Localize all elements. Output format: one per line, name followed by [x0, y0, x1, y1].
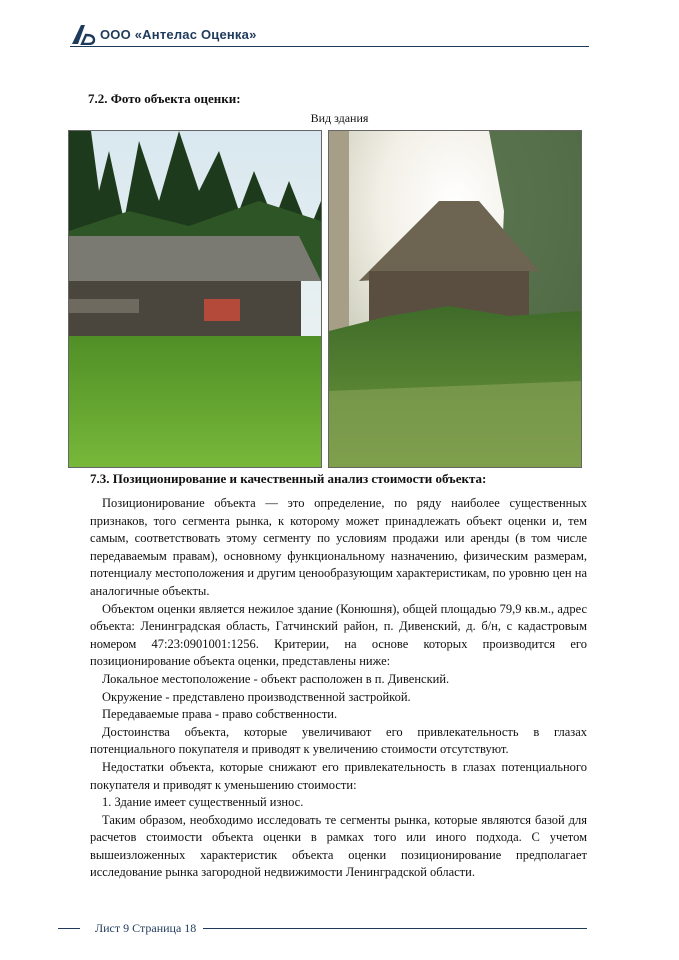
- building-photo-front: [68, 130, 322, 468]
- section-7-2-title: 7.2. Фото объекта оценки:: [88, 91, 241, 106]
- disadvantage-item-1: 1. Здание имеет существенный износ.: [102, 795, 304, 810]
- page-header: [70, 22, 257, 46]
- section-7-3-title: 7.3. Позиционирование и качественный анализ стоимости объекта:: [90, 471, 487, 486]
- analysis-text: [90, 495, 587, 882]
- header-divider: [70, 46, 589, 47]
- company-logo-icon: [70, 23, 96, 45]
- paragraph-positioning-definition: Позиционирование объекта — это определение, по ряду наиболее существенных признаков, того сегмента рынка, к которому может принадлежать объект оценки и, тем самым, соответствовать этому сегменту по условиям продажи или аренды (в том числе передаваемым правам), основному функциональному назначению, физическим размерам, потенциалу местоположения и другим ценообразующим характеристикам, по уровню цен на аналогичные объекты.: [90, 496, 587, 598]
- footer-divider-left: [58, 928, 80, 929]
- building-photo-side: [328, 130, 582, 468]
- page-number: Лист 9 Страница 18: [95, 921, 197, 935]
- company-name: ООО «Антелас Оценка»: [100, 26, 257, 42]
- paragraph-disadvantages: Недостатки объекта, которые снижают его привлекательность в глазах потенциального покупателя и приводят к уменьшению стоимости:: [90, 759, 587, 792]
- footer-divider-right: [203, 928, 587, 929]
- criterion-rights: Передаваемые права - право собственности.: [102, 707, 338, 722]
- photo-caption: Вид здания: [310, 111, 369, 125]
- paragraph-advantages: Достоинства объекта, которые увеличивают его привлекательность в глазах потенциального покупателя и приводят к увеличению стоимости отсутствуют.: [90, 724, 587, 757]
- criterion-surroundings: Окружение - представлено производственной застройкой.: [102, 689, 411, 704]
- criterion-location: Локальное местоположение - объект расположен в п. Дивенский.: [102, 671, 450, 686]
- paragraph-object-description: Объектом оценки является нежилое здание (Конюшня), общей площадью 79,9 кв.м., адрес объекта: Ленинградская область, Гатчинский район, п. Дивенский, д. б/н, с кадастровым номером 47:23:0901001:1256. Критерии, на основе которых производится его позиционирование объекта оценки, представлены ниже:: [90, 601, 587, 669]
- paragraph-conclusion: Таким образом, необходимо исследовать те сегменты рынка, которые являются базой для расчетов стоимости объекта оценки в рамках того или иного подхода. С учетом вышеизложенных характеристик объекта оценки позиционирование предполагает исследование рынка загородной недвижимости Ленинградской области.: [90, 812, 587, 880]
